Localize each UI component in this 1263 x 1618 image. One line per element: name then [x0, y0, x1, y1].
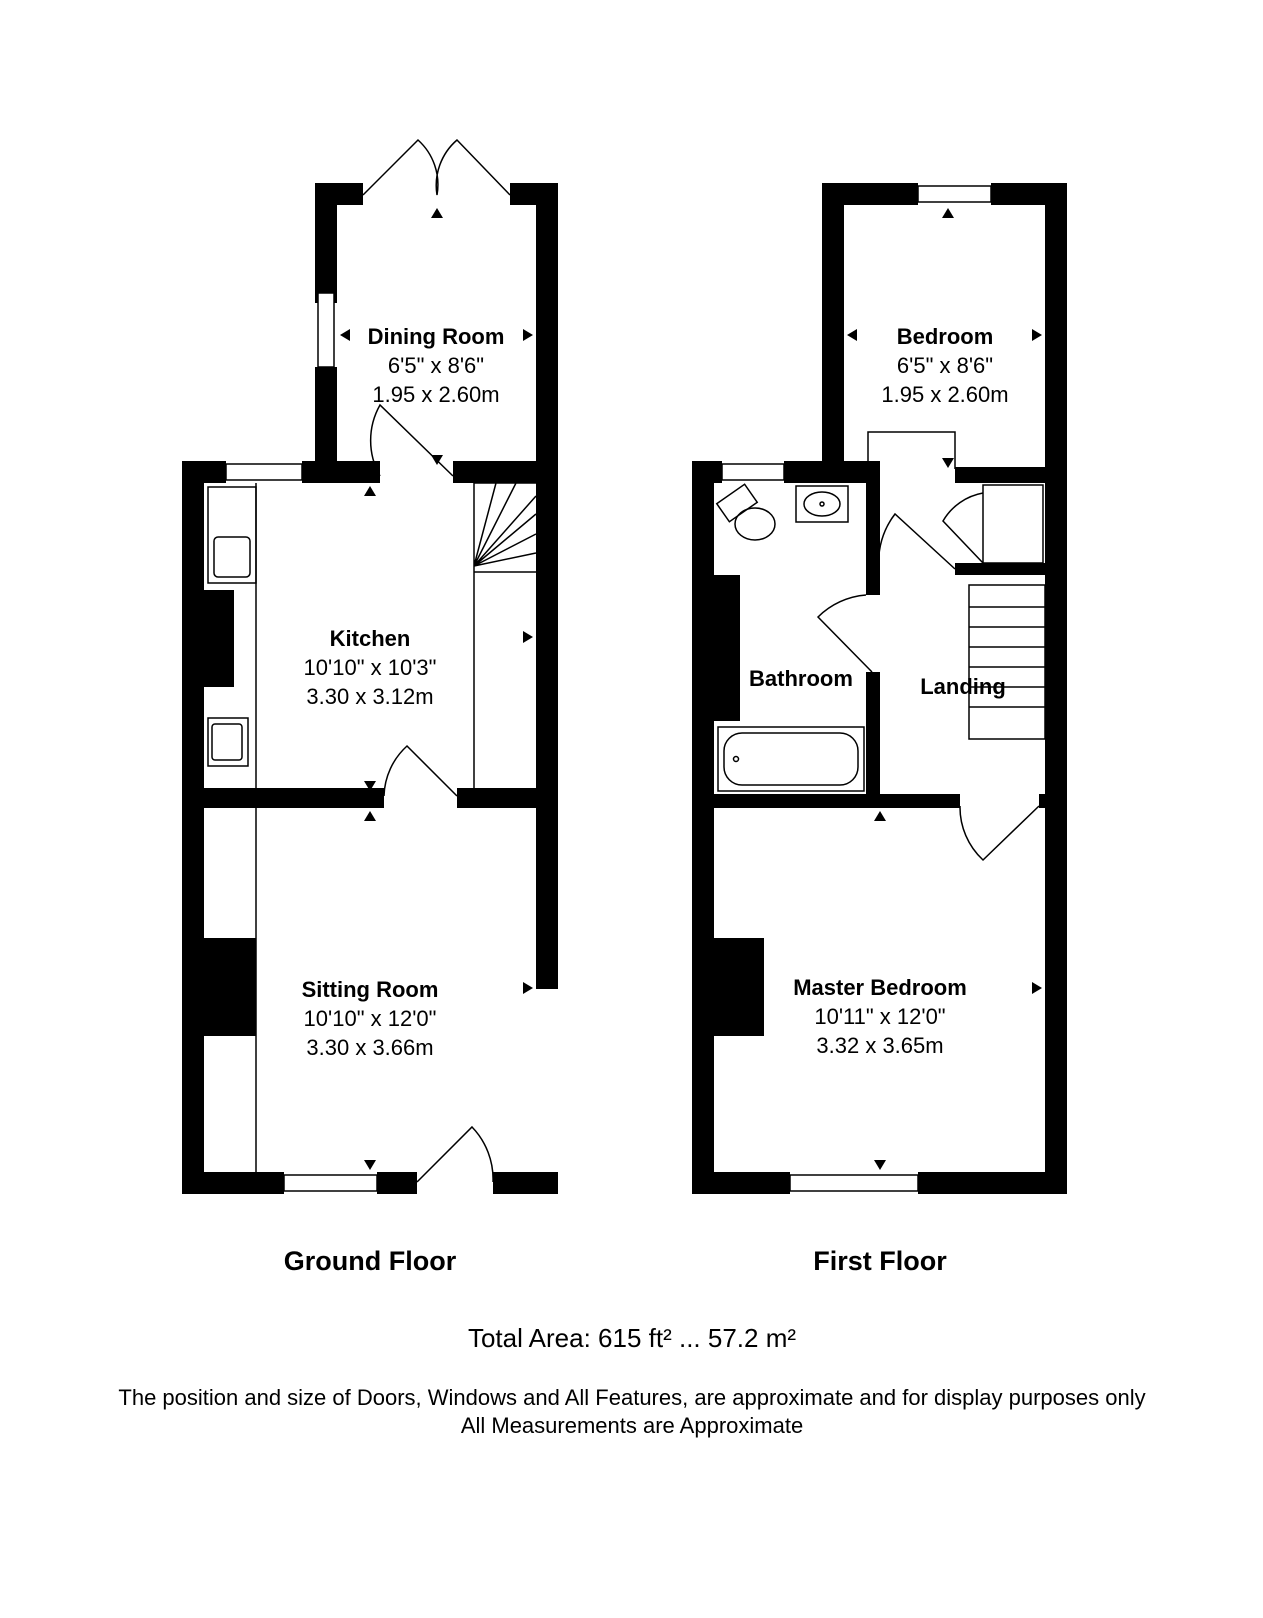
dining-arrow-left	[340, 329, 350, 341]
dining-arrow-right	[523, 329, 533, 341]
kitchen-sitting-wall-left	[182, 788, 384, 808]
kitchen-door-swing	[371, 405, 453, 476]
bathroom-wall-right-bottom	[866, 672, 880, 794]
first-wall-bottom-left	[692, 1172, 790, 1194]
master-arrow-right	[1032, 982, 1042, 994]
bathroom-window	[722, 464, 784, 480]
bedroom-arrow-bottom	[942, 458, 954, 468]
master-bedroom-name: Master Bedroom	[793, 975, 967, 1000]
bedroom-landing-wall	[955, 467, 1045, 483]
sitting-arrow-bottom	[364, 1160, 376, 1170]
master-door-swing	[960, 806, 1039, 860]
kitchen-window	[226, 464, 302, 480]
kitchen-wall-top-left	[182, 461, 226, 483]
first-wall-left	[692, 461, 714, 1194]
kitchen-basin-bowl	[212, 724, 242, 760]
sitting-arrow-right	[523, 982, 533, 994]
bedroom-arrow-top	[942, 208, 954, 218]
kitchen-wall-top-mid	[302, 461, 380, 483]
first-wall-bottom-right	[918, 1172, 1067, 1194]
sitting-room-imperial: 10'10" x 12'0"	[303, 1006, 437, 1031]
kitchen-sink-bowl	[214, 537, 250, 577]
master-wall-top-right	[1039, 794, 1067, 808]
dining-wall-right	[536, 183, 558, 989]
landing-stairs	[969, 585, 1045, 739]
bedroom-window	[918, 186, 991, 202]
master-bedroom-metric: 3.32 x 3.65m	[816, 1033, 944, 1058]
ground-wall-left	[182, 461, 204, 1194]
dining-side-window	[318, 293, 334, 367]
ground-floor-label: Ground Floor	[283, 1246, 457, 1276]
bathroom-wall-top-right	[784, 461, 880, 483]
bathroom-boxing	[714, 575, 740, 721]
toilet-icon	[717, 484, 775, 540]
bedroom-wall-left	[822, 183, 844, 477]
bedroom-imperial: 6'5" x 8'6"	[896, 353, 994, 378]
disclaimer-line-1: The position and size of Doors, Windows and All Features, are approximate and for display purposes only	[118, 1385, 1146, 1410]
front-door-swing	[417, 1127, 493, 1182]
sitting-window	[284, 1175, 377, 1191]
master-arrow-top	[874, 811, 886, 821]
disclaimer-line-2: All Measurements are Approximate	[460, 1413, 804, 1438]
bath-icon	[718, 727, 864, 791]
bathroom-wall-right-top	[866, 461, 880, 595]
first-wall-right	[1045, 183, 1067, 1194]
kitchen-name: Kitchen	[329, 626, 411, 651]
cupboard-door-swing	[943, 493, 983, 563]
airing-cupboard	[983, 485, 1043, 563]
kitchen-arrow-top	[364, 486, 376, 496]
cupboard-wall	[955, 563, 1045, 575]
bedroom-door-frame	[868, 432, 955, 469]
master-wall-top	[692, 794, 960, 808]
bedroom-metric: 1.95 x 2.60m	[881, 382, 1009, 407]
kitchen-sitting-wall-right	[457, 788, 558, 808]
kitchen-imperial: 10'10" x 10'3"	[303, 655, 437, 680]
kitchen-wall-top-right	[453, 461, 558, 483]
dining-room-name: Dining Room	[367, 324, 505, 349]
bedroom-name: Bedroom	[896, 324, 994, 349]
bathroom-door-swing	[818, 595, 872, 672]
sitting-door-swing	[384, 746, 457, 796]
bathroom-name: Bathroom	[749, 666, 853, 691]
dining-french-doors	[363, 140, 510, 195]
master-window	[790, 1175, 918, 1191]
master-arrow-bottom	[874, 1160, 886, 1170]
dining-wall-top-left	[315, 183, 363, 205]
dining-room-metric: 1.95 x 2.60m	[372, 382, 500, 407]
kitchen-arrow-right	[523, 631, 533, 643]
ground-wall-bottom-mid	[377, 1172, 417, 1194]
washbasin-icon	[796, 486, 848, 522]
bedroom-arrow-left	[847, 329, 857, 341]
sitting-room-name: Sitting Room	[301, 977, 439, 1002]
ground-wall-bottom-right	[493, 1172, 558, 1194]
master-chimney	[714, 938, 764, 1036]
sitting-chimney	[204, 938, 256, 1036]
master-bedroom-imperial: 10'11" x 12'0"	[814, 1004, 946, 1029]
sitting-room-metric: 3.30 x 3.66m	[306, 1035, 434, 1060]
dining-arrow-top	[431, 208, 443, 218]
first-floor-label: First Floor	[813, 1246, 947, 1276]
dining-room-imperial: 6'5" x 8'6"	[387, 353, 485, 378]
kitchen-sink-unit	[208, 487, 256, 583]
bathroom-wall-top-left	[692, 461, 722, 483]
total-area: Total Area: 615 ft² ... 57.2 m²	[467, 1323, 797, 1353]
sitting-arrow-top	[364, 811, 376, 821]
ground-wall-bottom-left	[182, 1172, 284, 1194]
kitchen-chimney	[204, 590, 234, 687]
landing-name: Landing	[920, 674, 1006, 699]
kitchen-metric: 3.30 x 3.12m	[306, 684, 434, 709]
bedroom-arrow-right	[1032, 329, 1042, 341]
